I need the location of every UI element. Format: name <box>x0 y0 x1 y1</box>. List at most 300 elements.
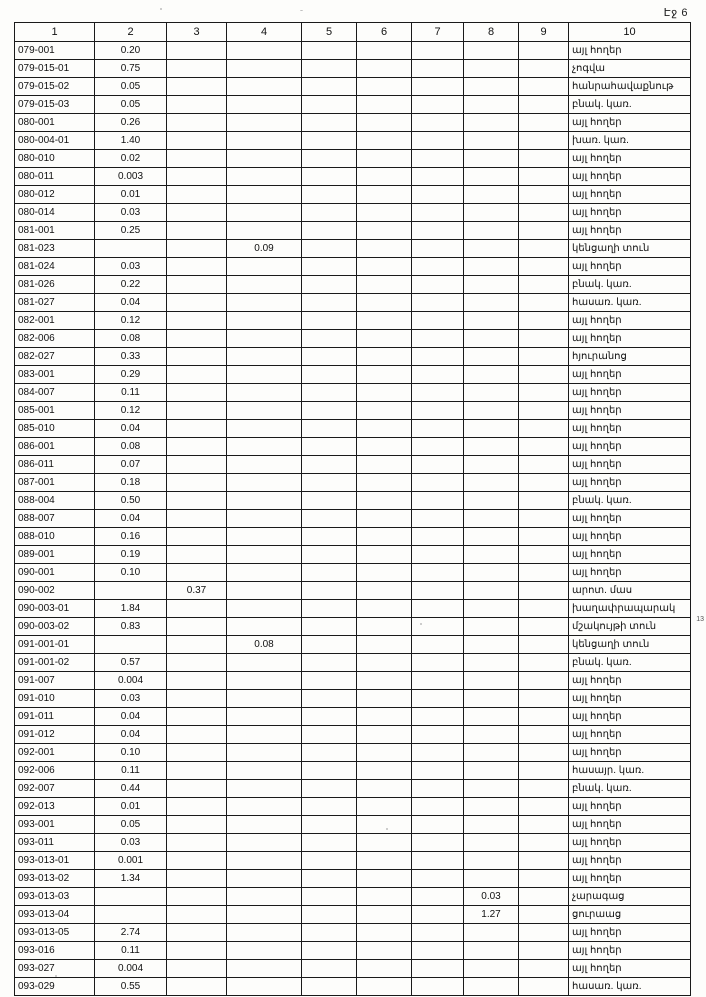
cell-area-col-5 <box>302 852 357 870</box>
cell-area-col-9 <box>519 132 569 150</box>
cell-area-col-4: 0.09 <box>227 240 302 258</box>
table-row <box>15 744 691 762</box>
cell-land-type: բնակ. կառ. <box>569 276 691 294</box>
cell-area-col-4 <box>227 798 302 816</box>
cell-area-col-8 <box>464 726 519 744</box>
cell-area-col-4 <box>227 312 302 330</box>
cell-area-col-5 <box>302 78 357 96</box>
cell-parcel-code: 085-001 <box>15 402 95 420</box>
table-row <box>15 762 691 780</box>
cell-area-col-2: 0.03 <box>95 258 167 276</box>
cell-area-col-7 <box>412 186 464 204</box>
cell-area-col-3 <box>167 204 227 222</box>
cell-area-col-6 <box>357 798 412 816</box>
cell-land-type: այլ հողեր <box>569 258 691 276</box>
cell-area-col-2: 0.05 <box>95 816 167 834</box>
cell-area-col-8 <box>464 456 519 474</box>
cell-area-col-4: 0.08 <box>227 636 302 654</box>
table-row <box>15 780 691 798</box>
cell-area-col-9 <box>519 78 569 96</box>
cell-area-col-5 <box>302 960 357 978</box>
cell-land-type: այլ հողեր <box>569 726 691 744</box>
cell-area-col-3 <box>167 420 227 438</box>
table-row <box>15 690 691 708</box>
cell-area-col-2: 0.50 <box>95 492 167 510</box>
cell-area-col-7 <box>412 744 464 762</box>
cell-area-col-5 <box>302 150 357 168</box>
table-row <box>15 384 691 402</box>
cell-area-col-7 <box>412 654 464 672</box>
cell-area-col-7 <box>412 222 464 240</box>
cell-area-col-6 <box>357 726 412 744</box>
cell-area-col-8 <box>464 780 519 798</box>
land-registry-table <box>14 22 691 996</box>
cell-area-col-9 <box>519 402 569 420</box>
cell-area-col-6 <box>357 222 412 240</box>
cell-land-type: բնակ. կառ. <box>569 780 691 798</box>
table-row <box>15 870 691 888</box>
cell-area-col-5 <box>302 258 357 276</box>
table-row <box>15 816 691 834</box>
cell-area-col-8 <box>464 600 519 618</box>
table-row <box>15 258 691 276</box>
cell-area-col-9 <box>519 870 569 888</box>
cell-area-col-2: 0.26 <box>95 114 167 132</box>
cell-area-col-9 <box>519 510 569 528</box>
cell-area-col-6 <box>357 906 412 924</box>
cell-area-col-8 <box>464 636 519 654</box>
cell-area-col-7 <box>412 834 464 852</box>
cell-area-col-6 <box>357 150 412 168</box>
cell-area-col-7 <box>412 726 464 744</box>
cell-area-col-4 <box>227 978 302 996</box>
cell-area-col-9 <box>519 150 569 168</box>
cell-area-col-4 <box>227 492 302 510</box>
cell-area-col-4 <box>227 690 302 708</box>
cell-area-col-6 <box>357 888 412 906</box>
table-row <box>15 186 691 204</box>
cell-area-col-5 <box>302 402 357 420</box>
cell-area-col-4 <box>227 438 302 456</box>
cell-area-col-9 <box>519 222 569 240</box>
cell-area-col-5 <box>302 780 357 798</box>
cell-area-col-9 <box>519 798 569 816</box>
cell-area-col-7 <box>412 276 464 294</box>
cell-area-col-3 <box>167 456 227 474</box>
cell-area-col-7 <box>412 924 464 942</box>
table-row <box>15 474 691 492</box>
cell-area-col-7 <box>412 690 464 708</box>
cell-parcel-code: 082-027 <box>15 348 95 366</box>
cell-area-col-8 <box>464 348 519 366</box>
table-row <box>15 618 691 636</box>
cell-area-col-2: 0.01 <box>95 798 167 816</box>
cell-parcel-code: 081-001 <box>15 222 95 240</box>
cell-area-col-3 <box>167 240 227 258</box>
cell-area-col-6 <box>357 384 412 402</box>
cell-area-col-7 <box>412 510 464 528</box>
cell-area-col-5 <box>302 438 357 456</box>
cell-parcel-code: 079-001 <box>15 42 95 60</box>
cell-area-col-8 <box>464 276 519 294</box>
cell-area-col-7 <box>412 582 464 600</box>
cell-area-col-9 <box>519 906 569 924</box>
cell-area-col-2: 0.04 <box>95 726 167 744</box>
cell-parcel-code: 085-010 <box>15 420 95 438</box>
cell-area-col-5 <box>302 312 357 330</box>
cell-area-col-6 <box>357 528 412 546</box>
cell-area-col-4 <box>227 402 302 420</box>
cell-land-type: այլ հողեր <box>569 564 691 582</box>
cell-area-col-4 <box>227 816 302 834</box>
cell-area-col-5 <box>302 348 357 366</box>
cell-area-col-4 <box>227 564 302 582</box>
cell-parcel-code: 081-024 <box>15 258 95 276</box>
cell-area-col-7 <box>412 258 464 276</box>
cell-land-type: այլ հողեր <box>569 924 691 942</box>
cell-area-col-2: 0.20 <box>95 42 167 60</box>
page-number: Էջ 6 <box>663 7 688 19</box>
cell-area-col-6 <box>357 132 412 150</box>
cell-area-col-6 <box>357 60 412 78</box>
cell-area-col-9 <box>519 384 569 402</box>
cell-area-col-9 <box>519 636 569 654</box>
cell-parcel-code: 093-029 <box>15 978 95 996</box>
cell-area-col-8 <box>464 114 519 132</box>
cell-area-col-8 <box>464 78 519 96</box>
cell-area-col-4 <box>227 762 302 780</box>
table-row <box>15 654 691 672</box>
cell-land-type: այլ հողեր <box>569 708 691 726</box>
cell-area-col-8 <box>464 402 519 420</box>
side-margin-mark: 13 <box>696 616 704 623</box>
cell-area-col-6 <box>357 186 412 204</box>
cell-area-col-7 <box>412 114 464 132</box>
cell-area-col-8: 1.27 <box>464 906 519 924</box>
cell-parcel-code: 093-013-04 <box>15 906 95 924</box>
cell-area-col-8 <box>464 816 519 834</box>
table-row <box>15 942 691 960</box>
cell-area-col-3 <box>167 564 227 582</box>
cell-area-col-3 <box>167 528 227 546</box>
cell-area-col-8 <box>464 330 519 348</box>
cell-area-col-7 <box>412 348 464 366</box>
cell-land-type: այլ հողեր <box>569 798 691 816</box>
cell-area-col-5 <box>302 240 357 258</box>
cell-parcel-code: 091-001-01 <box>15 636 95 654</box>
cell-area-col-6 <box>357 330 412 348</box>
cell-land-type: հյուրանոց <box>569 348 691 366</box>
cell-area-col-3 <box>167 600 227 618</box>
cell-area-col-8 <box>464 564 519 582</box>
cell-area-col-5 <box>302 204 357 222</box>
cell-area-col-4 <box>227 420 302 438</box>
cell-area-col-7 <box>412 942 464 960</box>
cell-area-col-6 <box>357 114 412 132</box>
cell-area-col-8 <box>464 438 519 456</box>
cell-area-col-7 <box>412 672 464 690</box>
cell-area-col-8 <box>464 690 519 708</box>
cell-area-col-6 <box>357 870 412 888</box>
cell-area-col-5 <box>302 654 357 672</box>
table-row <box>15 42 691 60</box>
cell-area-col-7 <box>412 294 464 312</box>
cell-area-col-5 <box>302 384 357 402</box>
cell-area-col-2: 0.05 <box>95 78 167 96</box>
cell-area-col-3 <box>167 348 227 366</box>
cell-area-col-5 <box>302 744 357 762</box>
cell-land-type: այլ հողեր <box>569 960 691 978</box>
cell-area-col-6 <box>357 168 412 186</box>
cell-area-col-4 <box>227 384 302 402</box>
cell-area-col-5 <box>302 924 357 942</box>
cell-area-col-3 <box>167 222 227 240</box>
cell-area-col-8 <box>464 222 519 240</box>
cell-area-col-6 <box>357 816 412 834</box>
cell-area-col-8 <box>464 240 519 258</box>
cell-area-col-3 <box>167 942 227 960</box>
cell-area-col-4 <box>227 726 302 744</box>
cell-area-col-2: 0.04 <box>95 294 167 312</box>
table-row <box>15 60 691 78</box>
cell-area-col-3 <box>167 474 227 492</box>
table-row <box>15 96 691 114</box>
cell-area-col-2: 0.04 <box>95 708 167 726</box>
cell-area-col-4 <box>227 654 302 672</box>
cell-area-col-9 <box>519 690 569 708</box>
cell-parcel-code: 090-002 <box>15 582 95 600</box>
cell-area-col-5 <box>302 456 357 474</box>
cell-area-col-8 <box>464 978 519 996</box>
cell-area-col-2 <box>95 888 167 906</box>
cell-area-col-8 <box>464 798 519 816</box>
cell-area-col-3 <box>167 708 227 726</box>
cell-area-col-4 <box>227 942 302 960</box>
cell-area-col-3 <box>167 96 227 114</box>
cell-area-col-9 <box>519 780 569 798</box>
cell-area-col-3 <box>167 960 227 978</box>
cell-parcel-code: 093-016 <box>15 942 95 960</box>
cell-area-col-2: 0.10 <box>95 564 167 582</box>
table-row <box>15 924 691 942</box>
cell-area-col-9 <box>519 618 569 636</box>
cell-area-col-3 <box>167 168 227 186</box>
cell-area-col-8 <box>464 546 519 564</box>
cell-area-col-3 <box>167 798 227 816</box>
cell-land-type: այլ հողեր <box>569 510 691 528</box>
cell-area-col-8 <box>464 204 519 222</box>
cell-area-col-5 <box>302 330 357 348</box>
cell-area-col-4 <box>227 222 302 240</box>
cell-area-col-4 <box>227 780 302 798</box>
cell-area-col-8 <box>464 492 519 510</box>
cell-area-col-4 <box>227 600 302 618</box>
cell-area-col-9 <box>519 474 569 492</box>
cell-land-type: բնակ. կառ. <box>569 96 691 114</box>
cell-area-col-3 <box>167 294 227 312</box>
table-row <box>15 168 691 186</box>
cell-area-col-3 <box>167 132 227 150</box>
cell-area-col-8 <box>464 366 519 384</box>
cell-area-col-5 <box>302 276 357 294</box>
cell-parcel-code: 091-007 <box>15 672 95 690</box>
cell-area-col-4 <box>227 546 302 564</box>
cell-area-col-9 <box>519 348 569 366</box>
cell-area-col-4 <box>227 42 302 60</box>
cell-area-col-7 <box>412 492 464 510</box>
cell-land-type: կենցաղի տուն <box>569 240 691 258</box>
cell-area-col-7 <box>412 960 464 978</box>
cell-area-col-2: 0.25 <box>95 222 167 240</box>
cell-area-col-3 <box>167 924 227 942</box>
cell-area-col-4 <box>227 60 302 78</box>
cell-land-type: հասայր. կառ. <box>569 762 691 780</box>
cell-area-col-4 <box>227 168 302 186</box>
cell-area-col-6 <box>357 294 412 312</box>
cell-area-col-9 <box>519 60 569 78</box>
cell-area-col-5 <box>302 366 357 384</box>
cell-area-col-3 <box>167 78 227 96</box>
cell-area-col-5 <box>302 582 357 600</box>
cell-area-col-2 <box>95 906 167 924</box>
cell-area-col-6 <box>357 582 412 600</box>
cell-area-col-3 <box>167 870 227 888</box>
column-header-9: 9 <box>519 23 569 42</box>
cell-area-col-6 <box>357 492 412 510</box>
cell-area-col-2: 0.04 <box>95 420 167 438</box>
cell-area-col-7 <box>412 474 464 492</box>
cell-area-col-9 <box>519 726 569 744</box>
cell-area-col-6 <box>357 78 412 96</box>
cell-parcel-code: 079-015-03 <box>15 96 95 114</box>
cell-area-col-9 <box>519 924 569 942</box>
cell-land-type: այլ հողեր <box>569 150 691 168</box>
cell-area-col-8 <box>464 168 519 186</box>
cell-area-col-9 <box>519 978 569 996</box>
cell-area-col-2: 0.08 <box>95 330 167 348</box>
cell-area-col-4 <box>227 150 302 168</box>
cell-area-col-7 <box>412 816 464 834</box>
cell-area-col-3 <box>167 636 227 654</box>
cell-area-col-9 <box>519 888 569 906</box>
cell-area-col-5 <box>302 114 357 132</box>
cell-land-type: այլ հողեր <box>569 384 691 402</box>
cell-land-type: հանրահավաքնութ <box>569 78 691 96</box>
cell-area-col-6 <box>357 636 412 654</box>
cell-area-col-7 <box>412 42 464 60</box>
cell-area-col-9 <box>519 42 569 60</box>
cell-land-type: չոգվա <box>569 60 691 78</box>
cell-area-col-2: 0.12 <box>95 312 167 330</box>
cell-parcel-code: 088-010 <box>15 528 95 546</box>
cell-area-col-5 <box>302 186 357 204</box>
cell-area-col-2: 2.74 <box>95 924 167 942</box>
cell-parcel-code: 086-011 <box>15 456 95 474</box>
cell-land-type: մշակույթի տուն <box>569 618 691 636</box>
cell-area-col-4 <box>227 258 302 276</box>
cell-area-col-7 <box>412 150 464 168</box>
cell-area-col-4 <box>227 618 302 636</box>
cell-parcel-code: 081-027 <box>15 294 95 312</box>
cell-area-col-8 <box>464 312 519 330</box>
cell-area-col-8 <box>464 420 519 438</box>
cell-parcel-code: 088-004 <box>15 492 95 510</box>
cell-area-col-2: 0.01 <box>95 186 167 204</box>
cell-area-col-5 <box>302 726 357 744</box>
cell-area-col-7 <box>412 60 464 78</box>
cell-area-col-6 <box>357 960 412 978</box>
cell-area-col-3 <box>167 150 227 168</box>
cell-area-col-8 <box>464 708 519 726</box>
cell-area-col-4 <box>227 870 302 888</box>
cell-area-col-2: 1.34 <box>95 870 167 888</box>
cell-area-col-8 <box>464 834 519 852</box>
cell-area-col-2: 0.004 <box>95 672 167 690</box>
cell-area-col-8 <box>464 474 519 492</box>
cell-area-col-2: 0.11 <box>95 762 167 780</box>
cell-area-col-8 <box>464 924 519 942</box>
cell-area-col-4 <box>227 348 302 366</box>
cell-parcel-code: 079-015-02 <box>15 78 95 96</box>
cell-area-col-6 <box>357 438 412 456</box>
cell-area-col-8: 0.03 <box>464 888 519 906</box>
cell-area-col-5 <box>302 600 357 618</box>
cell-area-col-4 <box>227 888 302 906</box>
table-row <box>15 546 691 564</box>
cell-area-col-7 <box>412 366 464 384</box>
cell-area-col-6 <box>357 402 412 420</box>
cell-area-col-9 <box>519 294 569 312</box>
cell-area-col-8 <box>464 762 519 780</box>
cell-parcel-code: 090-003-01 <box>15 600 95 618</box>
cell-area-col-2: 0.55 <box>95 978 167 996</box>
cell-parcel-code: 080-014 <box>15 204 95 222</box>
table-row <box>15 330 691 348</box>
cell-area-col-5 <box>302 762 357 780</box>
cell-area-col-3 <box>167 816 227 834</box>
cell-area-col-9 <box>519 816 569 834</box>
cell-area-col-8 <box>464 960 519 978</box>
cell-area-col-4 <box>227 78 302 96</box>
cell-land-type: այլ հողեր <box>569 420 691 438</box>
cell-area-col-8 <box>464 294 519 312</box>
cell-area-col-3 <box>167 366 227 384</box>
cell-parcel-code: 082-001 <box>15 312 95 330</box>
cell-land-type: այլ հողեր <box>569 222 691 240</box>
cell-area-col-4 <box>227 834 302 852</box>
cell-area-col-8 <box>464 60 519 78</box>
cell-area-col-3 <box>167 888 227 906</box>
cell-area-col-2: 1.40 <box>95 132 167 150</box>
cell-area-col-9 <box>519 258 569 276</box>
cell-area-col-6 <box>357 510 412 528</box>
cell-land-type: հասառ. կառ. <box>569 978 691 996</box>
cell-area-col-4 <box>227 672 302 690</box>
cell-land-type: այլ հողեր <box>569 528 691 546</box>
cell-area-col-5 <box>302 132 357 150</box>
cell-area-col-6 <box>357 348 412 366</box>
cell-land-type: արոտ. մաս <box>569 582 691 600</box>
cell-area-col-6 <box>357 654 412 672</box>
cell-area-col-6 <box>357 258 412 276</box>
cell-area-col-2: 0.003 <box>95 168 167 186</box>
cell-land-type: հասառ. կառ. <box>569 294 691 312</box>
cell-area-col-6 <box>357 834 412 852</box>
cell-area-col-2: 0.02 <box>95 150 167 168</box>
table-row <box>15 348 691 366</box>
cell-area-col-3 <box>167 312 227 330</box>
cell-area-col-6 <box>357 852 412 870</box>
